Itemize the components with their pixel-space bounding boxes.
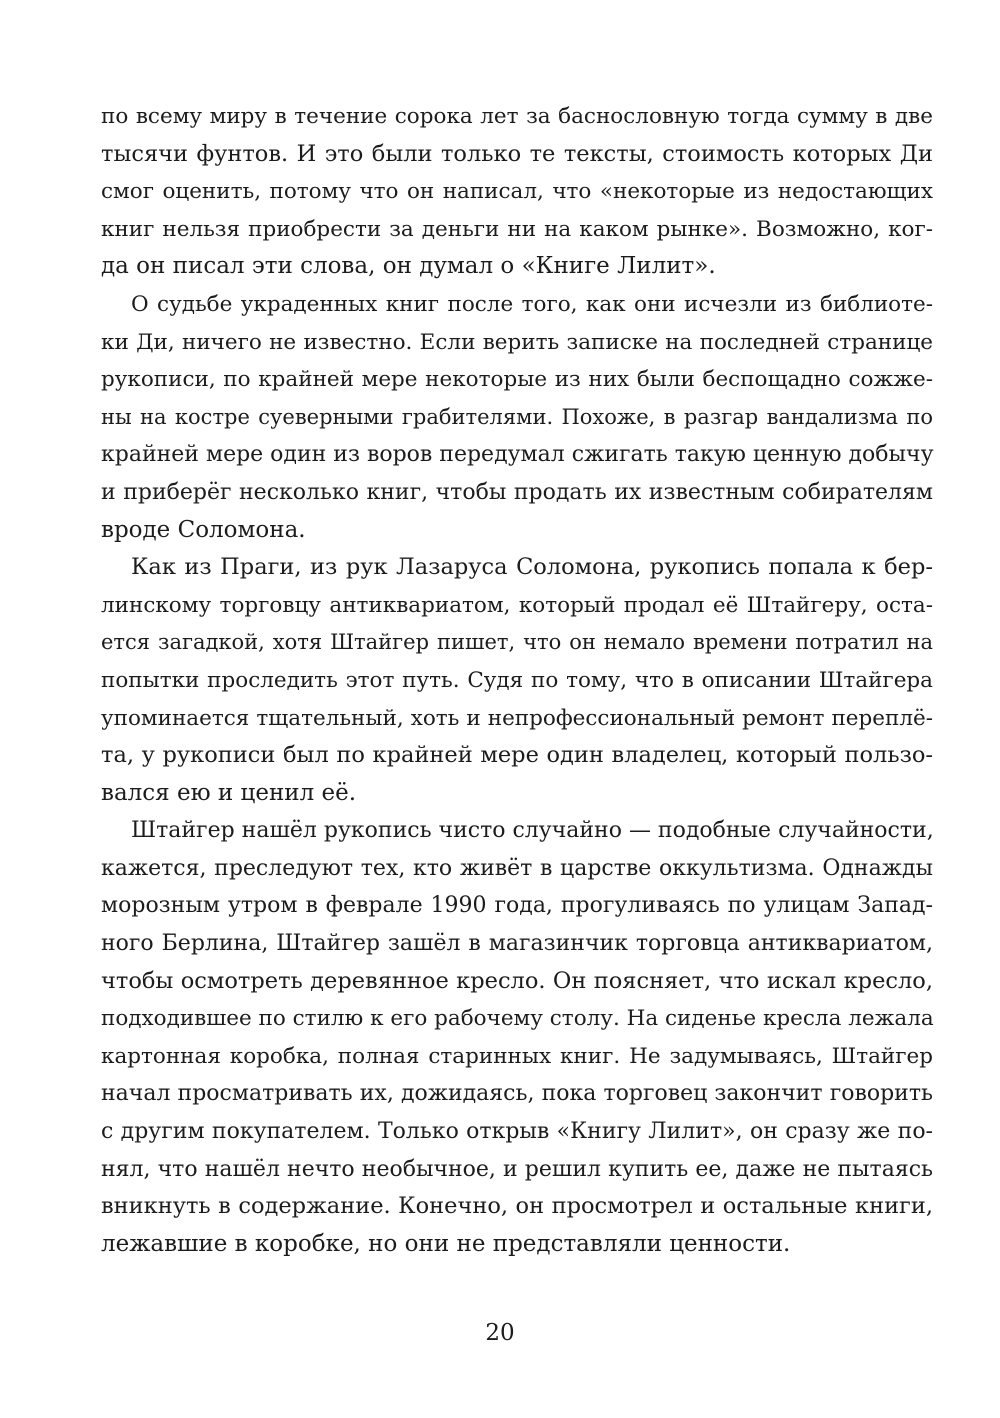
text-line: смог оценить, потому что он написал, что «некоторые из недостающих — [101, 179, 933, 205]
text-line: ного Берлина, Штайгер зашёл в магазинчик торговца антиквариатом, — [101, 931, 933, 957]
text-line: и приберёг несколько книг, чтобы продать их известным собирателям — [101, 479, 933, 505]
text-line: с другим покупателем. Только открыв «Книгу Лилит», он сразу же по- — [101, 1119, 933, 1145]
paragraph — [101, 286, 933, 549]
paragraph — [101, 98, 933, 286]
text-line: ны на костре суеверными грабителями. Похоже, в разгар вандализма по — [101, 404, 933, 429]
text-line: вроде Соломона. — [101, 516, 306, 543]
text-line: морозным утром в феврале 1990 года, прогуливаясь по улицам Запад- — [101, 893, 933, 919]
text-line: книг нельзя приобрести за деньги ни на каком рынке». Возможно, ког- — [101, 216, 933, 242]
text-line: да он писал эти слова, он думал о «Книге Лилит». — [101, 253, 716, 280]
text-line: по всему миру в течение сорока лет за баснословную тогда сумму в две — [101, 104, 933, 129]
body-text — [101, 98, 933, 1263]
text-line: нял, что нашёл нечто необычное, и решил купить ее, даже не пытаясь — [101, 1156, 933, 1182]
text-line: ки Ди, ничего не известно. Если верить записке на последней странице — [101, 329, 933, 355]
paragraph — [101, 549, 933, 812]
text-line: чтобы осмотреть деревянное кресло. Он поясняет, что искал кресло, — [101, 967, 933, 994]
text-line: подходившее по стилю к его рабочему столу. На сиденье кресла лежала — [101, 1006, 934, 1032]
text-line: вникнуть в содержание. Конечно, он просмотрел и остальные книги, — [101, 1193, 933, 1220]
page-number: 20 — [485, 1320, 515, 1346]
text-line: упоминается тщательный, хоть и непрофессиональный ремонт перeплё- — [101, 705, 933, 731]
text-line: та, у рукописи был по крайней мере один владелец, который пользо- — [101, 742, 933, 769]
text-line: тысячи фунтов. И это были только те тексты, стоимость которых Ди — [101, 140, 933, 167]
text-line: начал просматривать их, дожидаясь, пока торговец закончит говорить — [101, 1081, 933, 1107]
text-line: попытки проследить этот путь. Судя по тому, что в описании Штайгера — [101, 667, 933, 693]
text-line: кажется, преследуют тех, кто живёт в царстве оккультизма. Однажды — [101, 855, 933, 881]
text-line: крайней мере один из воров передумал сжигать такую ценную добычу — [101, 442, 934, 468]
text-line: ется загадкой, хотя Штайгер пишет, что он немало времени потратил на — [101, 630, 933, 655]
text-line: вался ею и ценил её. — [101, 779, 357, 806]
text-line: линскому торговцу антиквариатом, который продал её Штайгеру, оста- — [101, 592, 933, 618]
text-line: лежавшие в коробке, но они не представляли ценности. — [101, 1230, 791, 1257]
text-line: картонная коробка, полная старинных книг. Не задумываясь, Штайгер — [101, 1043, 933, 1069]
text-line: Как из Праги, из рук Лазаруса Соломона, рукопись попала к бер- — [131, 554, 933, 581]
text-line: рукописи, по крайней мере некоторые из них были беспощадно сожже- — [101, 367, 933, 393]
text-line: О судьбе украденных книг после того, как они исчезли из библиоте- — [131, 291, 933, 317]
paragraph — [101, 812, 933, 1263]
text-line: Штайгер нашёл рукопись чисто случайно — подобные случайности, — [131, 818, 934, 844]
